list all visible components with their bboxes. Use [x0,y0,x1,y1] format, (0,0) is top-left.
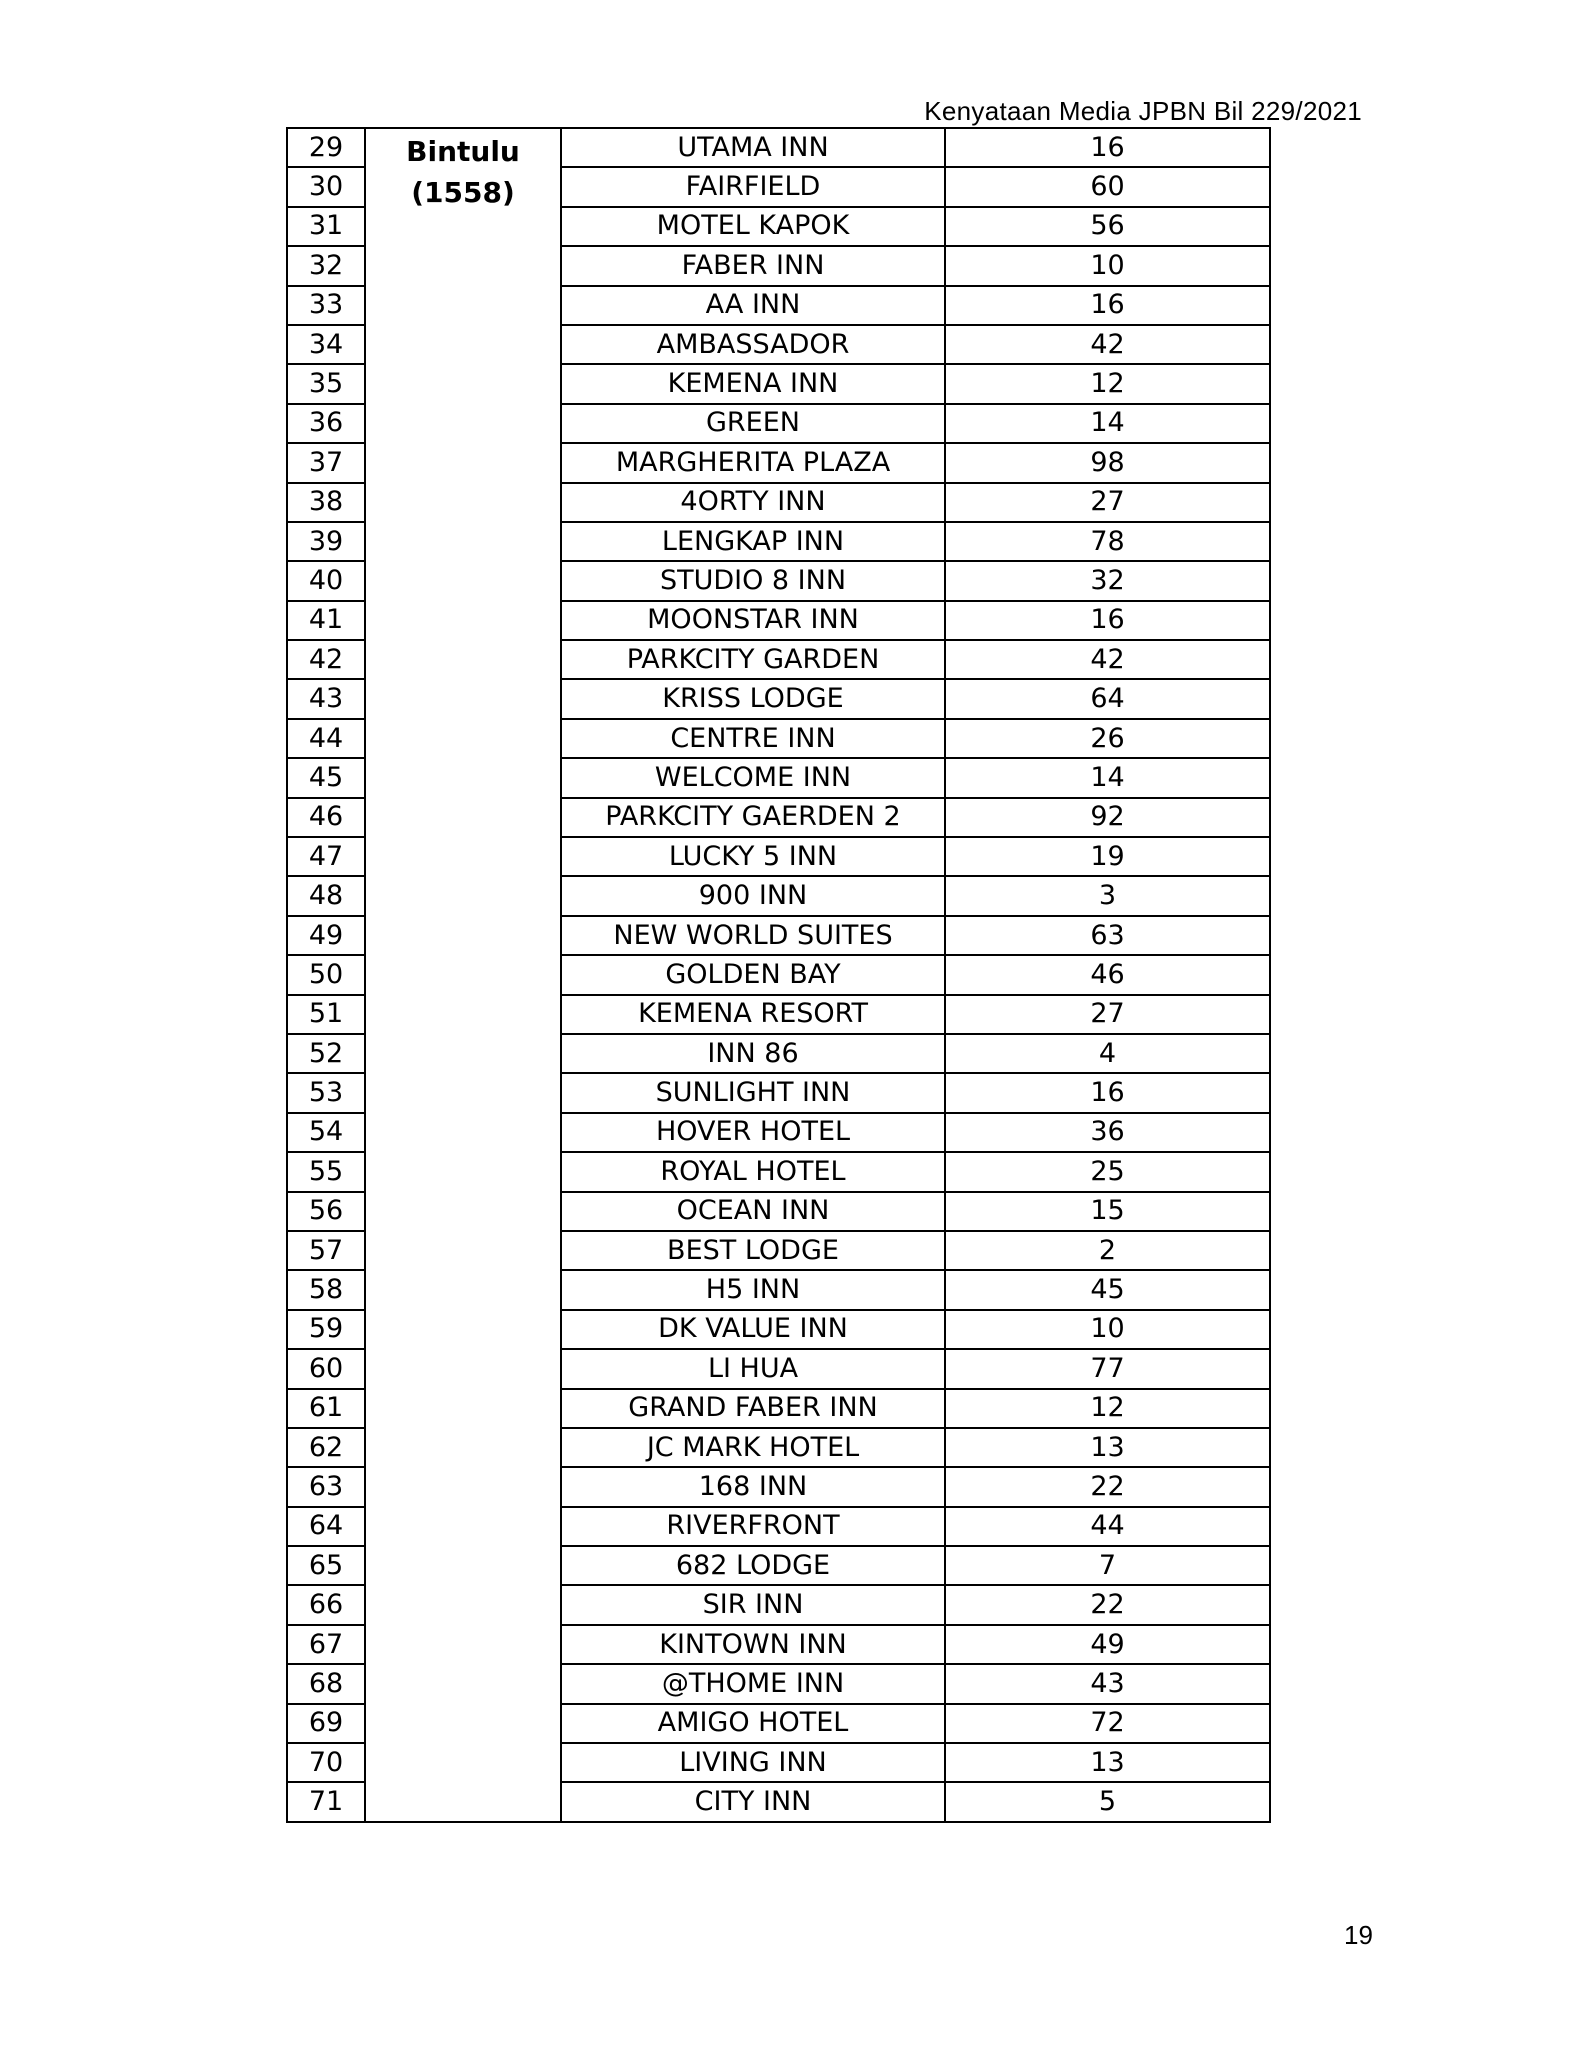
hotel-count: 16 [945,286,1270,325]
hotel-name: FAIRFIELD [561,167,945,206]
row-number: 32 [287,246,365,285]
hotel-name: LIVING INN [561,1743,945,1782]
hotel-name: MARGHERITA PLAZA [561,443,945,482]
hotel-name: KEMENA INN [561,364,945,403]
hotel-name: BEST LODGE [561,1231,945,1270]
row-number: 36 [287,404,365,443]
hotel-name: KINTOWN INN [561,1625,945,1664]
row-number: 48 [287,876,365,915]
hotel-count: 72 [945,1704,1270,1743]
table-row [287,128,1270,167]
hotel-name: PARKCITY GAERDEN 2 [561,798,945,837]
row-number: 60 [287,1349,365,1388]
hotel-count: 56 [945,207,1270,246]
hotel-count: 16 [945,1073,1270,1112]
hotel-count: 36 [945,1113,1270,1152]
hotel-count: 32 [945,561,1270,600]
division-name: Bintulu [406,135,520,168]
hotel-count: 14 [945,758,1270,797]
hotel-count: 4 [945,1034,1270,1073]
hotel-count: 10 [945,1310,1270,1349]
hotel-count: 92 [945,798,1270,837]
row-number: 62 [287,1428,365,1467]
row-number: 56 [287,1192,365,1231]
row-number: 41 [287,601,365,640]
row-number: 55 [287,1152,365,1191]
hotel-count: 60 [945,167,1270,206]
hotel-count: 2 [945,1231,1270,1270]
hotel-name: KRISS LODGE [561,679,945,718]
row-number: 47 [287,837,365,876]
hotel-name: CENTRE INN [561,719,945,758]
hotel-name: SUNLIGHT INN [561,1073,945,1112]
hotel-count: 10 [945,246,1270,285]
row-number: 34 [287,325,365,364]
hotel-count: 3 [945,876,1270,915]
hotel-name: FABER INN [561,246,945,285]
row-number: 38 [287,483,365,522]
hotel-name: 682 LODGE [561,1546,945,1585]
hotel-name: 900 INN [561,876,945,915]
hotel-name: GOLDEN BAY [561,955,945,994]
hotel-name: 4ORTY INN [561,483,945,522]
hotel-count: 13 [945,1428,1270,1467]
hotel-count: 42 [945,640,1270,679]
hotel-name: NEW WORLD SUITES [561,916,945,955]
hotel-name: UTAMA INN [561,128,945,167]
hotel-name: STUDIO 8 INN [561,561,945,600]
hotel-name: AA INN [561,286,945,325]
hotel-name: H5 INN [561,1270,945,1309]
row-number: 66 [287,1585,365,1624]
hotel-name: ROYAL HOTEL [561,1152,945,1191]
hotel-name: JC MARK HOTEL [561,1428,945,1467]
hotel-name: MOTEL KAPOK [561,207,945,246]
hotel-count: 27 [945,483,1270,522]
hotel-count: 44 [945,1507,1270,1546]
hotel-count: 13 [945,1743,1270,1782]
hotel-count: 25 [945,1152,1270,1191]
row-number: 57 [287,1231,365,1270]
hotel-count: 49 [945,1625,1270,1664]
hotel-count: 16 [945,601,1270,640]
row-number: 37 [287,443,365,482]
row-number: 29 [287,128,365,167]
hotel-name: MOONSTAR INN [561,601,945,640]
hotel-count: 98 [945,443,1270,482]
hotel-count: 77 [945,1349,1270,1388]
hotel-name: GREEN [561,404,945,443]
row-number: 46 [287,798,365,837]
hotel-name: GRAND FABER INN [561,1389,945,1428]
hotel-name: AMBASSADOR [561,325,945,364]
row-number: 31 [287,207,365,246]
row-number: 40 [287,561,365,600]
hotel-count: 12 [945,1389,1270,1428]
hotel-count: 27 [945,995,1270,1034]
page-number: 19 [1344,1920,1373,1950]
division-cell [365,128,561,1822]
hotel-count: 78 [945,522,1270,561]
row-number: 65 [287,1546,365,1585]
hotel-name: WELCOME INN [561,758,945,797]
hotel-count: 64 [945,679,1270,718]
row-number: 43 [287,679,365,718]
hotel-count: 26 [945,719,1270,758]
hotel-count: 16 [945,128,1270,167]
row-number: 30 [287,167,365,206]
hotel-count: 22 [945,1467,1270,1506]
row-number: 53 [287,1073,365,1112]
division-total: (1558) [411,176,515,209]
hotel-count: 14 [945,404,1270,443]
row-number: 67 [287,1625,365,1664]
hotel-name: PARKCITY GARDEN [561,640,945,679]
row-number: 49 [287,916,365,955]
hotel-count: 19 [945,837,1270,876]
row-number: 54 [287,1113,365,1152]
row-number: 63 [287,1467,365,1506]
hotel-name: DK VALUE INN [561,1310,945,1349]
hotel-count: 46 [945,955,1270,994]
row-number: 45 [287,758,365,797]
row-number: 50 [287,955,365,994]
hotel-name: KEMENA RESORT [561,995,945,1034]
hotel-name: @THOME INN [561,1664,945,1703]
hotel-name: INN 86 [561,1034,945,1073]
row-number: 69 [287,1704,365,1743]
hotel-count: 12 [945,364,1270,403]
hotel-count: 15 [945,1192,1270,1231]
hotel-name: LI HUA [561,1349,945,1388]
row-number: 51 [287,995,365,1034]
hotel-name: AMIGO HOTEL [561,1704,945,1743]
hotel-name: RIVERFRONT [561,1507,945,1546]
row-number: 64 [287,1507,365,1546]
hotel-name: SIR INN [561,1585,945,1624]
row-number: 61 [287,1389,365,1428]
hotel-name: 168 INN [561,1467,945,1506]
hotel-name: HOVER HOTEL [561,1113,945,1152]
row-number: 71 [287,1782,365,1821]
hotel-name: OCEAN INN [561,1192,945,1231]
hotel-count: 22 [945,1585,1270,1624]
document-header: Kenyataan Media JPBN Bil 229/2021 [924,96,1362,126]
hotel-count: 42 [945,325,1270,364]
row-number: 58 [287,1270,365,1309]
hotel-count: 63 [945,916,1270,955]
row-number: 44 [287,719,365,758]
hotel-name: LUCKY 5 INN [561,837,945,876]
row-number: 39 [287,522,365,561]
row-number: 33 [287,286,365,325]
row-number: 42 [287,640,365,679]
table-body [287,128,1270,1822]
hotel-count: 7 [945,1546,1270,1585]
row-number: 35 [287,364,365,403]
hotel-count: 45 [945,1270,1270,1309]
hotel-count: 5 [945,1782,1270,1821]
row-number: 59 [287,1310,365,1349]
row-number: 70 [287,1743,365,1782]
row-number: 52 [287,1034,365,1073]
hotel-count: 43 [945,1664,1270,1703]
row-number: 68 [287,1664,365,1703]
hotel-table [286,127,1271,1823]
hotel-name: CITY INN [561,1782,945,1821]
hotel-name: LENGKAP INN [561,522,945,561]
